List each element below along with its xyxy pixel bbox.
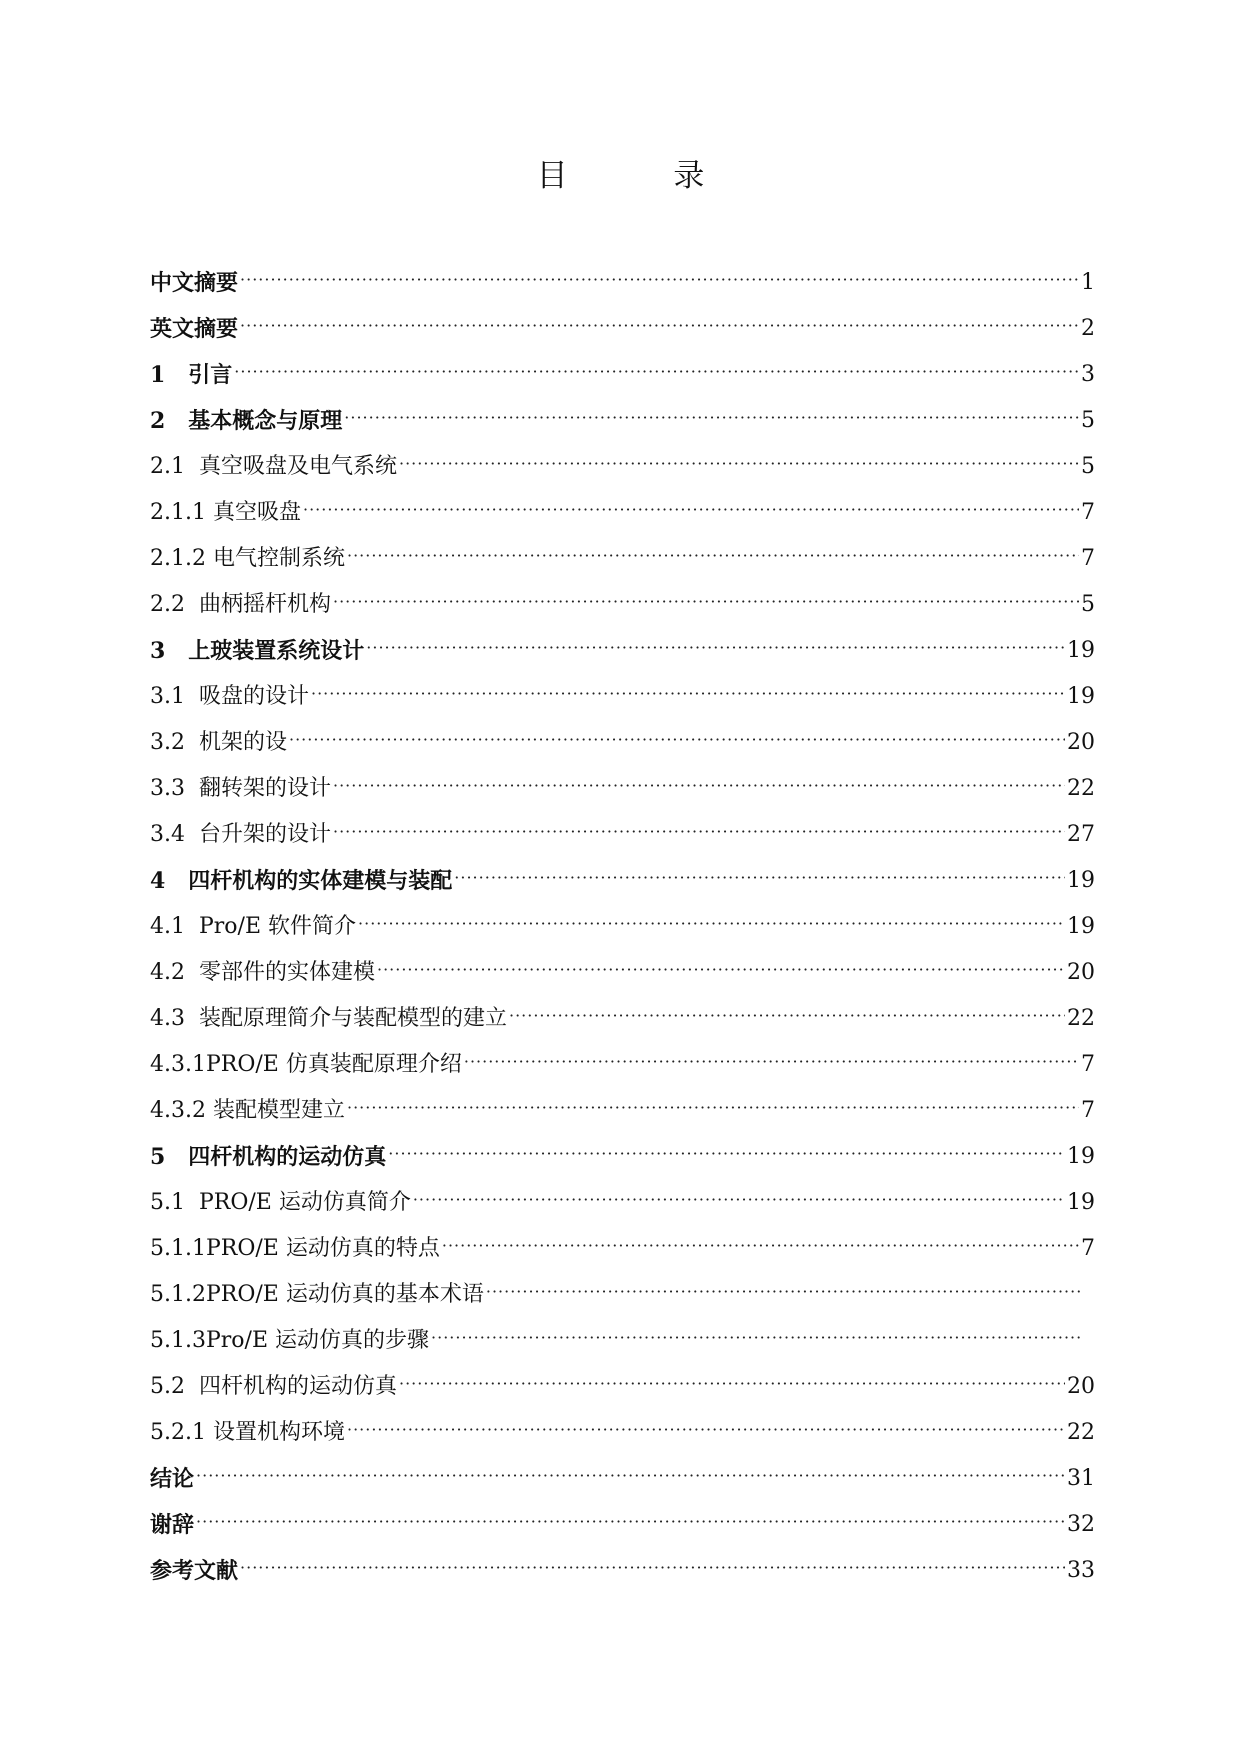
toc-entry[interactable] xyxy=(150,1216,1095,1262)
toc-entry[interactable] xyxy=(150,480,1095,526)
toc-entry-label: 英文摘要 xyxy=(150,316,239,342)
toc-leader-dots xyxy=(358,911,1065,937)
toc-entry-page-number: 3 xyxy=(1081,362,1095,387)
toc-entry-label: 2.1.2 电气控制系统 xyxy=(150,546,345,571)
toc-entry[interactable] xyxy=(150,526,1095,572)
toc-entry-label: 结论 xyxy=(150,1466,195,1492)
toc-entry-page-number: 32 xyxy=(1067,1512,1095,1537)
toc-entry-page-number: 19 xyxy=(1067,868,1095,893)
toc-entry[interactable] xyxy=(150,296,1095,342)
toc-leader-dots xyxy=(333,773,1065,799)
toc-leader-dots xyxy=(347,543,1079,569)
toc-entry-page-number: 19 xyxy=(1067,1144,1095,1169)
toc-entry-page-number: 20 xyxy=(1067,960,1095,985)
toc-entry[interactable] xyxy=(150,848,1095,894)
toc-entry[interactable] xyxy=(150,1032,1095,1078)
toc-entry[interactable] xyxy=(150,1492,1095,1538)
toc-leader-dots xyxy=(196,1463,1065,1489)
toc-entry-label: 3.2 机架的设 xyxy=(150,730,287,755)
toc-entry-label: 5.1.3Pro/E 运动仿真的步骤 xyxy=(150,1328,430,1353)
toc-entry-label: 4.1 Pro/E 软件简介 xyxy=(150,914,357,939)
toc-entry-page-number: 7 xyxy=(1081,1052,1095,1077)
toc-entry-page-number: 5 xyxy=(1081,592,1095,617)
toc-entry-page-number: 20 xyxy=(1067,730,1095,755)
toc-entry[interactable] xyxy=(150,1170,1095,1216)
toc-entry[interactable] xyxy=(150,756,1095,802)
toc-entry-label: 2.1.1 真空吸盘 xyxy=(150,500,301,525)
toc-leader-dots xyxy=(344,405,1079,431)
table-of-contents xyxy=(150,250,1095,1584)
toc-entry[interactable] xyxy=(150,1354,1095,1400)
toc-leader-dots xyxy=(240,1555,1065,1581)
toc-entry-page-number: 7 xyxy=(1081,500,1095,525)
toc-entry-label: 参考文献 xyxy=(150,1558,239,1584)
toc-leader-dots xyxy=(240,313,1079,339)
toc-entry-page-number: 5 xyxy=(1081,454,1095,479)
toc-entry-page-number: 19 xyxy=(1067,684,1095,709)
toc-entry[interactable] xyxy=(150,664,1095,710)
toc-entry-label: 3.4 台升架的设计 xyxy=(150,822,331,847)
toc-leader-dots xyxy=(486,1279,1081,1305)
toc-leader-dots xyxy=(442,1233,1079,1259)
toc-entry-label: 4.3.2 装配模型建立 xyxy=(150,1098,345,1123)
toc-entry[interactable] xyxy=(150,250,1095,296)
toc-leader-dots xyxy=(431,1325,1081,1351)
toc-leader-dots xyxy=(347,1095,1079,1121)
toc-entry[interactable] xyxy=(150,1262,1095,1308)
toc-entry-page-number: 7 xyxy=(1081,1098,1095,1123)
page-title: 目 录 xyxy=(536,158,753,194)
toc-leader-dots xyxy=(289,727,1065,753)
toc-leader-dots xyxy=(333,589,1079,615)
toc-entry-page-number: 7 xyxy=(1081,1236,1095,1261)
toc-entry[interactable] xyxy=(150,1538,1095,1584)
toc-entry-page-number: 2 xyxy=(1081,316,1095,341)
toc-entry-label: 谢辞 xyxy=(150,1512,195,1538)
toc-entry-page-number: 31 xyxy=(1067,1466,1095,1491)
toc-entry-page-number: 33 xyxy=(1067,1558,1095,1583)
toc-entry-page-number: 19 xyxy=(1067,914,1095,939)
toc-entry-page-number: 5 xyxy=(1081,408,1095,433)
toc-entry-label: 4 四杆机构的实体建模与装配 xyxy=(150,868,453,894)
toc-leader-dots xyxy=(303,497,1079,523)
toc-leader-dots xyxy=(311,681,1065,707)
toc-entry[interactable] xyxy=(150,986,1095,1032)
toc-entry-label: 4.3 装配原理简介与装配模型的建立 xyxy=(150,1006,507,1031)
toc-entry-label: 5.1 PRO/E 运动仿真简介 xyxy=(150,1190,411,1215)
toc-entry-label: 5.1.2PRO/E 运动仿真的基本术语 xyxy=(150,1282,484,1307)
toc-leader-dots xyxy=(377,957,1065,983)
toc-entry[interactable] xyxy=(150,1124,1095,1170)
toc-entry-label: 3.1 吸盘的设计 xyxy=(150,684,309,709)
toc-entry[interactable] xyxy=(150,802,1095,848)
toc-leader-dots xyxy=(366,635,1065,661)
toc-entry-label: 4.3.1PRO/E 仿真装配原理介绍 xyxy=(150,1052,462,1077)
toc-leader-dots xyxy=(399,1371,1065,1397)
toc-entry-label: 2 基本概念与原理 xyxy=(150,408,343,434)
toc-leader-dots xyxy=(454,865,1065,891)
toc-entry[interactable] xyxy=(150,618,1095,664)
toc-entry-page-number: 22 xyxy=(1067,776,1095,801)
toc-entry[interactable] xyxy=(150,388,1095,434)
toc-entry-page-number: 19 xyxy=(1067,1190,1095,1215)
toc-leader-dots xyxy=(388,1141,1065,1167)
toc-entry-page-number: 27 xyxy=(1067,822,1095,847)
toc-entry-page-number: 7 xyxy=(1081,546,1095,571)
toc-entry-label: 2.1 真空吸盘及电气系统 xyxy=(150,454,397,479)
toc-entry-label: 5.2.1 设置机构环境 xyxy=(150,1420,345,1445)
toc-entry-page-number: 1 xyxy=(1081,270,1095,295)
toc-entry-label: 2.2 曲柄摇杆机构 xyxy=(150,592,331,617)
toc-entry-page-number: 19 xyxy=(1067,638,1095,663)
toc-entry[interactable] xyxy=(150,572,1095,618)
toc-leader-dots xyxy=(399,451,1079,477)
toc-leader-dots xyxy=(413,1187,1065,1213)
toc-entry[interactable] xyxy=(150,940,1095,986)
toc-entry-label: 4.2 零部件的实体建模 xyxy=(150,960,375,985)
toc-leader-dots xyxy=(196,1509,1065,1535)
toc-entry[interactable] xyxy=(150,710,1095,756)
toc-leader-dots xyxy=(464,1049,1079,1075)
toc-entry[interactable] xyxy=(150,1078,1095,1124)
toc-entry[interactable] xyxy=(150,1446,1095,1492)
toc-entry[interactable] xyxy=(150,1308,1095,1354)
toc-entry-label: 3.3 翻转架的设计 xyxy=(150,776,331,801)
toc-entry-page-number: 20 xyxy=(1067,1374,1095,1399)
toc-entry-page-number: 22 xyxy=(1067,1420,1095,1445)
toc-entry[interactable] xyxy=(150,1400,1095,1446)
toc-leader-dots xyxy=(234,359,1079,385)
toc-entry-label: 5.1.1PRO/E 运动仿真的特点 xyxy=(150,1236,440,1261)
toc-entry[interactable] xyxy=(150,434,1095,480)
toc-leader-dots xyxy=(347,1417,1065,1443)
toc-entry-label: 3 上玻装置系统设计 xyxy=(150,638,365,664)
toc-leader-dots xyxy=(240,267,1079,293)
toc-entry[interactable] xyxy=(150,894,1095,940)
toc-leader-dots xyxy=(333,819,1065,845)
toc-entry[interactable] xyxy=(150,342,1095,388)
toc-entry-label: 5 四杆机构的运动仿真 xyxy=(150,1144,387,1170)
toc-entry-page-number: 22 xyxy=(1067,1006,1095,1031)
toc-entry-label: 中文摘要 xyxy=(150,270,239,296)
toc-entry-label: 5.2 四杆机构的运动仿真 xyxy=(150,1374,397,1399)
toc-leader-dots xyxy=(509,1003,1065,1029)
toc-entry-label: 1 引言 xyxy=(150,362,233,388)
